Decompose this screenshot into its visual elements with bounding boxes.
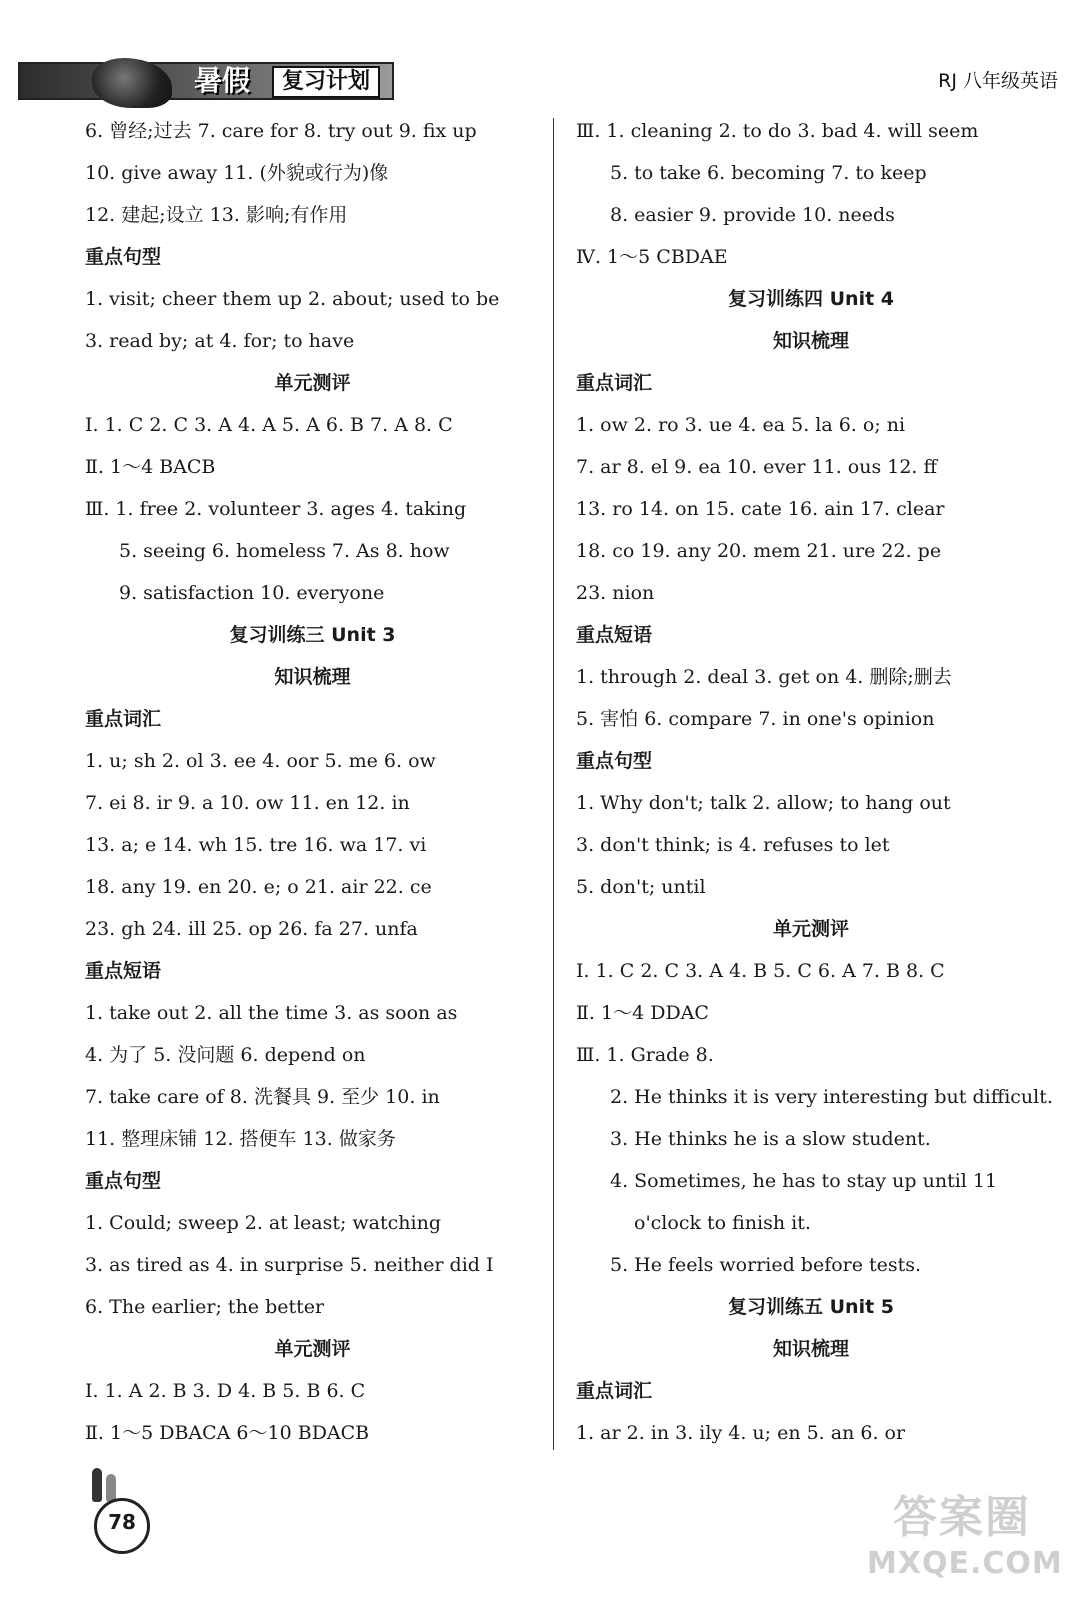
- header-subtitle: 复习计划: [272, 66, 380, 98]
- answer-line: 1. visit; cheer them up 2. about; used to be: [85, 288, 500, 310]
- page-header: [18, 52, 1058, 102]
- answer-line: Ⅲ. 1. Grade 8.: [576, 1044, 714, 1066]
- answer-line: 11. 整理床铺 12. 搭便车 13. 做家务: [85, 1128, 396, 1150]
- answer-line-indented: 5. He feels worried before tests.: [610, 1254, 922, 1276]
- bowling-decoration-icon: [92, 58, 172, 108]
- answer-line-indented: 5. seeing 6. homeless 7. As 8. how: [119, 540, 450, 562]
- answer-line: Ⅱ. 1～4 DDAC: [576, 1002, 709, 1024]
- answer-line: 3. as tired as 4. in surprise 5. neither did I: [85, 1254, 494, 1276]
- section-heading: 重点词汇: [576, 1380, 653, 1402]
- answer-line: 5. don't; until: [576, 876, 706, 898]
- grade-label: RJ 八年级英语: [938, 70, 1058, 92]
- unit-heading: 单元测评: [274, 1338, 351, 1360]
- watermark-sub: MXQE.COM: [867, 1546, 1063, 1581]
- answer-line: 1. take out 2. all the time 3. as soon as: [85, 1002, 458, 1024]
- unit-heading: 复习训练三 Unit 3: [229, 624, 396, 646]
- right-column: [576, 110, 1053, 1454]
- answer-line: 1. ar 2. in 3. ily 4. u; en 5. an 6. or: [576, 1422, 906, 1444]
- header-banner: [18, 62, 394, 100]
- answer-line: 3. don't think; is 4. refuses to let: [576, 834, 890, 856]
- unit-heading: 单元测评: [274, 372, 351, 394]
- answer-line: Ⅲ. 1. cleaning 2. to do 3. bad 4. will seem: [576, 120, 979, 142]
- section-heading: 重点短语: [576, 624, 653, 646]
- answer-line-indented: 5. to take 6. becoming 7. to keep: [610, 162, 927, 184]
- unit-heading: 单元测评: [772, 918, 849, 940]
- answer-line-indented: 4. Sometimes, he has to stay up until 11: [610, 1170, 998, 1192]
- bowling-pin-icon: [92, 1468, 102, 1502]
- answer-line: Ⅲ. 1. free 2. volunteer 3. ages 4. taking: [85, 498, 467, 520]
- section-heading: 重点短语: [85, 960, 162, 982]
- watermark-main: 答案圈: [893, 1492, 1031, 1543]
- answer-line: 1. Could; sweep 2. at least; watching: [85, 1212, 441, 1234]
- answer-line: 6. 曾经;过去 7. care for 8. try out 9. fix up: [85, 120, 477, 142]
- answer-line: 13. ro 14. on 15. cate 16. ain 17. clear: [576, 498, 945, 520]
- answer-line: 6. The earlier; the better: [85, 1296, 325, 1318]
- answer-line: Ⅱ. 1～4 BACB: [85, 456, 216, 478]
- answer-line: 4. 为了 5. 没问题 6. depend on: [85, 1044, 366, 1066]
- column-divider: [553, 118, 554, 1450]
- section-heading: 重点词汇: [576, 372, 653, 394]
- answer-line: 1. through 2. deal 3. get on 4. 删除;删去: [576, 666, 952, 688]
- answer-line: Ⅰ. 1. C 2. C 3. A 4. A 5. A 6. B 7. A 8. C: [85, 414, 453, 436]
- unit-heading: 知识梳理: [772, 1338, 849, 1360]
- answer-line: 23. gh 24. ill 25. op 26. fa 27. unfa: [85, 918, 418, 940]
- answer-line: 18. any 19. en 20. e; o 21. air 22. ce: [85, 876, 432, 898]
- answer-line: Ⅰ. 1. A 2. B 3. D 4. B 5. B 6. C: [85, 1380, 366, 1402]
- answer-line: Ⅰ. 1. C 2. C 3. A 4. B 5. C 6. A 7. B 8. C: [576, 960, 945, 982]
- answer-line: 7. take care of 8. 洗餐具 9. 至少 10. in: [85, 1086, 440, 1108]
- answer-line-indented: 3. He thinks he is a slow student.: [610, 1128, 931, 1150]
- answer-line: 23. nion: [576, 582, 655, 604]
- answer-line: 3. read by; at 4. for; to have: [85, 330, 355, 352]
- answer-line: 7. ei 8. ir 9. a 10. ow 11. en 12. in: [85, 792, 410, 814]
- page-number: 78: [108, 1510, 136, 1534]
- header-title: 暑假: [194, 64, 251, 97]
- answer-line: Ⅱ. 1～5 DBACA 6～10 BDACB: [85, 1422, 370, 1444]
- answer-line: 1. u; sh 2. ol 3. ee 4. oor 5. me 6. ow: [85, 750, 436, 772]
- answer-line: 1. Why don't; talk 2. allow; to hang out: [576, 792, 951, 814]
- answer-line: 7. ar 8. el 9. ea 10. ever 11. ous 12. ff: [576, 456, 937, 478]
- section-heading: 重点句型: [576, 750, 653, 772]
- unit-heading: 知识梳理: [772, 330, 849, 352]
- left-column: [85, 110, 540, 1454]
- answer-line: Ⅳ. 1～5 CBDAE: [576, 246, 728, 268]
- answer-line: 13. a; e 14. wh 15. tre 16. wa 17. vi: [85, 834, 427, 856]
- answer-line: 18. co 19. any 20. mem 21. ure 22. pe: [576, 540, 942, 562]
- page-number-badge: [88, 1468, 162, 1554]
- answer-line-indented: 8. easier 9. provide 10. needs: [610, 204, 895, 226]
- answer-line: 10. give away 11. (外貌或行为)像: [85, 162, 389, 184]
- answer-line: 5. 害怕 6. compare 7. in one's opinion: [576, 708, 935, 730]
- unit-heading: 知识梳理: [274, 666, 351, 688]
- answer-line-continued: o'clock to finish it.: [634, 1212, 811, 1234]
- answer-line: 1. ow 2. ro 3. ue 4. ea 5. la 6. o; ni: [576, 414, 906, 436]
- answer-line-indented: 2. He thinks it is very interesting but difficult.: [610, 1086, 1053, 1108]
- answer-line: 12. 建起;设立 13. 影响;有作用: [85, 204, 348, 226]
- section-heading: 重点词汇: [85, 708, 162, 730]
- unit-heading: 复习训练五 Unit 5: [728, 1296, 894, 1318]
- section-heading: 重点句型: [85, 1170, 162, 1192]
- answer-line-indented: 9. satisfaction 10. everyone: [119, 582, 385, 604]
- section-heading: 重点句型: [85, 246, 162, 268]
- unit-heading: 复习训练四 Unit 4: [728, 288, 894, 310]
- watermark: [867, 1490, 1063, 1590]
